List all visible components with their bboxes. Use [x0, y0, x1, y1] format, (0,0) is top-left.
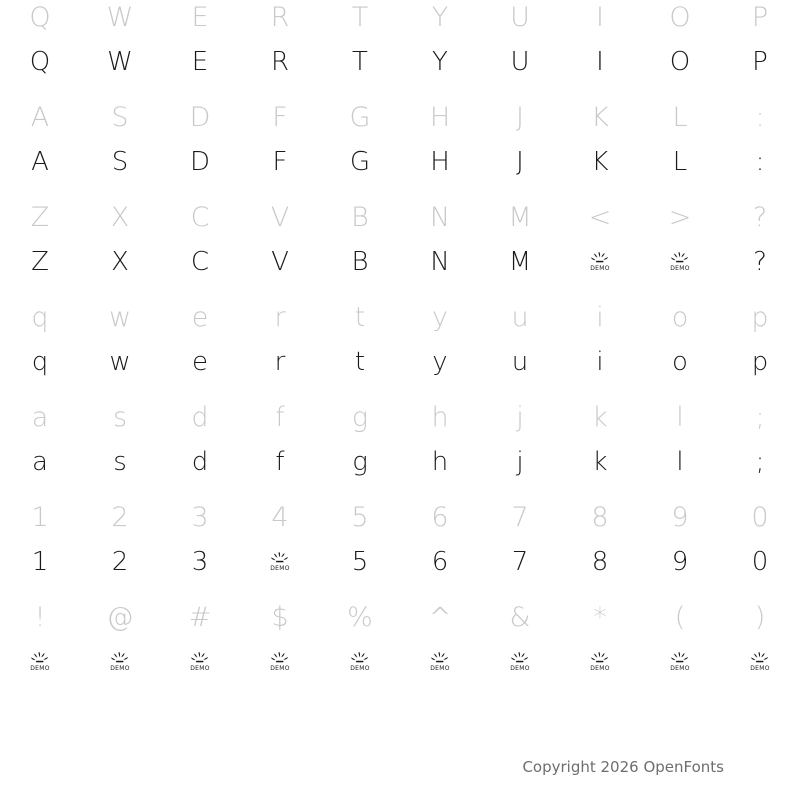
glyph-cell — [160, 300, 240, 400]
glyph-sample-character: 1 — [31, 547, 49, 577]
glyph-cell — [0, 100, 80, 200]
glyph-cell — [80, 300, 160, 400]
glyph-sample-character: r — [274, 347, 286, 377]
glyph-key-label: Z — [30, 201, 50, 233]
glyph-key-label: D — [189, 101, 211, 133]
glyph-cell — [80, 100, 160, 200]
glyph-cell — [400, 400, 480, 500]
glyph-cell — [240, 600, 320, 700]
glyph-cell — [560, 300, 640, 400]
glyph-sample-character: C — [190, 247, 210, 277]
glyph-sample-character: g — [352, 447, 368, 477]
glyph-cell — [480, 300, 560, 400]
glyph-cell — [720, 100, 800, 200]
glyph-cell — [400, 200, 480, 300]
glyph-key-label: r — [274, 301, 286, 333]
svg-text:DEMO: DEMO — [270, 565, 290, 572]
glyph-key-label: E — [191, 1, 209, 33]
glyph-cell — [480, 200, 560, 300]
glyph-key-label: 5 — [351, 501, 369, 533]
glyph-key-label: < — [588, 201, 612, 233]
glyph-key-label: B — [351, 201, 369, 233]
glyph-key-label: # — [188, 601, 212, 633]
glyph-key-label: J — [516, 101, 524, 133]
glyph-sample-character: ; — [755, 447, 765, 477]
glyph-cell — [560, 400, 640, 500]
glyph-sample-character: P — [752, 47, 768, 77]
demo-watermark-icon — [508, 648, 532, 672]
glyph-sample-character: S — [111, 147, 129, 177]
glyph-sample-character: u — [511, 347, 529, 377]
glyph-key-label: ; — [755, 401, 765, 433]
glyph-key-label: ? — [752, 201, 768, 233]
glyph-sample-character: 3 — [191, 547, 209, 577]
glyph-sample-character: D — [189, 147, 211, 177]
glyph-cell — [160, 400, 240, 500]
glyph-key-label: O — [669, 1, 691, 33]
glyph-cell — [320, 200, 400, 300]
glyph-sample-character: i — [596, 347, 604, 377]
glyph-sample-character: 0 — [751, 547, 769, 577]
glyph-sample-character: J — [516, 147, 524, 177]
glyph-sample-character: 6 — [431, 547, 449, 577]
glyph-cell — [640, 300, 720, 400]
glyph-sample-character: E — [191, 47, 209, 77]
glyph-cell — [0, 0, 80, 100]
glyph-sample-character: j — [516, 447, 524, 477]
glyph-sample-character: O — [669, 47, 691, 77]
glyph-key-label: : — [755, 101, 765, 133]
glyph-sample-character: p — [751, 347, 769, 377]
glyph-cell — [320, 400, 400, 500]
glyph-sample-character: A — [31, 147, 49, 177]
glyph-sample-character: F — [272, 147, 288, 177]
glyph-sample-character: V — [271, 247, 289, 277]
glyph-key-label: d — [191, 401, 209, 433]
glyph-cell — [0, 200, 80, 300]
demo-watermark-icon — [188, 648, 212, 672]
glyph-key-label: ^ — [428, 601, 452, 633]
glyph-key-label: ! — [34, 601, 46, 633]
glyph-cell — [560, 600, 640, 700]
glyph-cell — [720, 0, 800, 100]
glyph-sample-character: U — [510, 47, 530, 77]
glyph-key-label: 0 — [751, 501, 769, 533]
glyph-key-label: 7 — [511, 501, 529, 533]
glyph-key-label: W — [106, 1, 134, 33]
glyph-cell — [480, 600, 560, 700]
demo-watermark-icon — [668, 648, 692, 672]
svg-text:DEMO: DEMO — [590, 665, 610, 672]
glyph-cell — [240, 100, 320, 200]
glyph-key-label: 2 — [111, 501, 129, 533]
svg-text:DEMO: DEMO — [750, 665, 770, 672]
demo-watermark-icon — [428, 648, 452, 672]
glyph-sample-character: B — [351, 247, 369, 277]
glyph-key-label: 6 — [431, 501, 449, 533]
demo-watermark-icon — [748, 648, 772, 672]
glyph-key-label: q — [31, 301, 49, 333]
glyph-sample-character: T — [352, 47, 368, 77]
glyph-cell — [400, 500, 480, 600]
svg-text:DEMO: DEMO — [430, 665, 450, 672]
glyph-cell — [400, 600, 480, 700]
glyph-key-label: e — [191, 301, 209, 333]
glyph-key-label: T — [351, 1, 369, 33]
glyph-cell — [720, 400, 800, 500]
glyph-cell — [640, 600, 720, 700]
glyph-key-label: 1 — [31, 501, 49, 533]
glyph-cell — [80, 400, 160, 500]
glyph-sample-character: R — [270, 47, 290, 77]
glyph-sample-character: 7 — [511, 547, 529, 577]
glyph-key-label: t — [354, 301, 366, 333]
glyph-sample-character: s — [113, 447, 127, 477]
glyph-cell — [160, 0, 240, 100]
glyph-key-label: % — [347, 601, 373, 633]
glyph-cell — [640, 0, 720, 100]
glyph-cell — [560, 0, 640, 100]
glyph-sample-character: M — [508, 247, 532, 277]
glyph-cell — [240, 0, 320, 100]
glyph-sample-character: 5 — [351, 547, 369, 577]
glyph-key-label: f — [275, 401, 285, 433]
glyph-key-label: k — [592, 401, 608, 433]
glyph-cell — [720, 300, 800, 400]
svg-text:DEMO: DEMO — [510, 665, 530, 672]
glyph-key-label: w — [108, 301, 132, 333]
glyph-sample-character: X — [111, 247, 129, 277]
glyph-key-label: L — [672, 101, 688, 133]
glyph-cell — [480, 400, 560, 500]
glyph-key-label: s — [112, 401, 128, 433]
glyph-key-label: G — [349, 101, 371, 133]
glyph-key-label: V — [270, 201, 290, 233]
glyph-cell — [80, 0, 160, 100]
glyph-key-label: h — [431, 401, 449, 433]
glyph-cell — [640, 400, 720, 500]
glyph-cell — [80, 200, 160, 300]
glyph-sample-character: l — [676, 447, 684, 477]
glyph-key-label: 3 — [191, 501, 209, 533]
glyph-key-label: p — [751, 301, 769, 333]
svg-text:DEMO: DEMO — [30, 665, 50, 672]
glyph-key-label: ( — [674, 601, 686, 633]
demo-watermark-icon — [668, 248, 692, 272]
glyph-cell — [240, 400, 320, 500]
glyph-sample-character: I — [596, 47, 604, 77]
glyph-cell — [640, 200, 720, 300]
glyph-cell — [480, 100, 560, 200]
glyph-key-label: 9 — [671, 501, 689, 533]
glyph-sample-character: G — [349, 147, 371, 177]
glyph-sample-character: H — [430, 147, 450, 177]
glyph-key-label: S — [111, 101, 129, 133]
glyph-sample-character: K — [591, 147, 609, 177]
glyph-cell — [480, 500, 560, 600]
glyph-sample-character: 8 — [591, 547, 609, 577]
glyph-key-label: j — [516, 401, 524, 433]
glyph-key-label: U — [510, 1, 530, 33]
glyph-sample-character: W — [107, 47, 133, 77]
glyph-sample-character: Q — [29, 47, 51, 77]
glyph-key-label: o — [671, 301, 689, 333]
glyph-cell — [80, 600, 160, 700]
glyph-cell — [400, 300, 480, 400]
glyph-key-label: a — [31, 401, 49, 433]
demo-watermark-icon — [108, 648, 132, 672]
glyph-cell — [160, 100, 240, 200]
glyph-sample-character: Z — [31, 247, 49, 277]
glyph-sample-character: w — [109, 347, 131, 377]
glyph-key-label: > — [668, 201, 692, 233]
glyph-cell — [80, 500, 160, 600]
glyph-sample-character: q — [31, 347, 49, 377]
glyph-key-label: @ — [106, 601, 134, 633]
glyph-key-label: C — [190, 201, 210, 233]
glyph-key-label: H — [429, 101, 451, 133]
svg-text:DEMO: DEMO — [270, 665, 290, 672]
demo-watermark-icon — [268, 548, 292, 572]
glyph-sample-character: 9 — [671, 547, 689, 577]
glyph-cell — [160, 600, 240, 700]
glyph-key-label: Q — [29, 1, 51, 33]
svg-text:DEMO: DEMO — [670, 265, 690, 272]
copyright-notice: Copyright 2026 OpenFonts — [522, 758, 724, 776]
glyph-sample-character: t — [354, 347, 366, 377]
glyph-cell — [640, 500, 720, 600]
svg-text:DEMO: DEMO — [190, 665, 210, 672]
glyph-sample-character: ? — [753, 247, 767, 277]
glyph-cell — [640, 100, 720, 200]
glyph-key-label: P — [751, 1, 769, 33]
demo-watermark-icon — [588, 248, 612, 272]
glyph-sample-character: k — [592, 447, 608, 477]
glyph-cell — [240, 500, 320, 600]
svg-text:DEMO: DEMO — [110, 665, 130, 672]
glyph-key-label: u — [511, 301, 529, 333]
glyph-sample-character: y — [432, 347, 448, 377]
glyph-cell — [320, 100, 400, 200]
glyph-cell — [400, 100, 480, 200]
glyph-key-label: g — [351, 401, 369, 433]
glyph-cell — [320, 500, 400, 600]
glyph-sample-character: e — [192, 347, 208, 377]
glyph-key-label: X — [110, 201, 130, 233]
glyph-cell — [240, 200, 320, 300]
glyph-cell — [0, 600, 80, 700]
demo-watermark-icon — [268, 648, 292, 672]
glyph-key-label: K — [591, 101, 609, 133]
glyph-key-label: Y — [431, 1, 449, 33]
glyph-sample-character: d — [191, 447, 209, 477]
glyph-cell — [560, 500, 640, 600]
glyph-key-label: 4 — [271, 501, 289, 533]
svg-text:DEMO: DEMO — [350, 665, 370, 672]
demo-watermark-icon — [588, 648, 612, 672]
glyph-sample-character: 2 — [111, 547, 129, 577]
glyph-key-label: ) — [754, 601, 766, 633]
demo-watermark-icon — [28, 648, 52, 672]
glyph-sample-character: o — [672, 347, 688, 377]
glyph-sample-character: a — [32, 447, 48, 477]
glyph-sample-character: L — [672, 147, 688, 177]
glyph-key-label: N — [429, 201, 451, 233]
glyph-key-label: I — [596, 1, 604, 33]
glyph-key-label: l — [676, 401, 684, 433]
glyph-cell — [0, 300, 80, 400]
glyph-cell — [240, 300, 320, 400]
glyph-cell — [320, 600, 400, 700]
glyph-key-label: i — [596, 301, 604, 333]
glyph-cell — [160, 500, 240, 600]
glyph-cell — [320, 0, 400, 100]
glyph-sample-character: Y — [432, 47, 448, 77]
glyph-sample-character: h — [431, 447, 449, 477]
glyph-cell — [720, 500, 800, 600]
demo-watermark-icon — [348, 648, 372, 672]
glyph-cell — [0, 500, 80, 600]
glyph-cell — [560, 200, 640, 300]
glyph-cell — [160, 200, 240, 300]
glyph-key-label: 8 — [591, 501, 609, 533]
glyph-cell — [560, 100, 640, 200]
glyph-cell — [480, 0, 560, 100]
svg-text:DEMO: DEMO — [590, 265, 610, 272]
glyph-sample-character: : — [755, 147, 765, 177]
glyph-sample-character: f — [275, 447, 285, 477]
glyph-cell — [400, 0, 480, 100]
glyph-cell — [720, 600, 800, 700]
glyph-key-label: R — [270, 1, 290, 33]
glyph-key-label: F — [272, 101, 288, 133]
glyph-key-label: M — [508, 201, 532, 233]
glyph-key-label: * — [593, 601, 607, 633]
glyph-cell — [720, 200, 800, 300]
glyph-key-label: $ — [271, 601, 289, 633]
glyph-cell — [0, 400, 80, 500]
glyph-key-label: y — [432, 301, 448, 333]
glyph-sample-character: N — [430, 247, 450, 277]
glyph-key-label: A — [30, 101, 50, 133]
svg-text:DEMO: DEMO — [670, 665, 690, 672]
glyph-key-label: & — [509, 601, 531, 633]
glyph-cell — [320, 300, 400, 400]
